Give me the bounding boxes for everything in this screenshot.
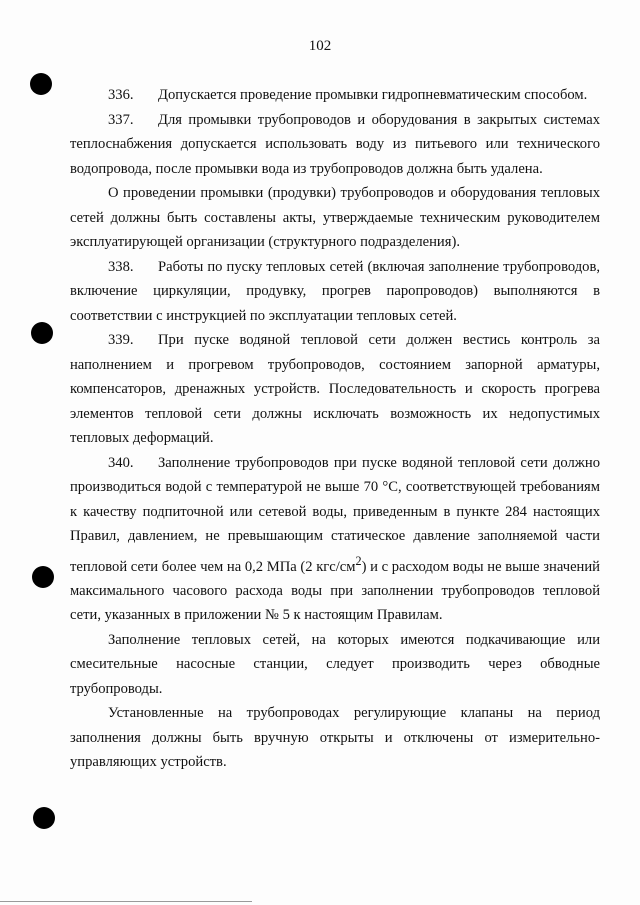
clause-number: 340. <box>108 454 134 471</box>
document-body <box>70 83 600 775</box>
paragraph-340-pumping <box>70 628 600 702</box>
paragraph-338 <box>70 255 600 329</box>
clause-text: О проведении промывки (продувки) трубопроводов и оборудования тепловых сетей должны быть составлены акты, утверждаемые техническим руководителем эксплуатирующей организации (структурного подразделения). <box>70 185 600 250</box>
clause-text: Работы по пуску тепловых сетей (включая заполнение трубопроводов, включение циркуляции, продувку, прогрев паропроводов) выполняются в соответствии с инструкцией по эксплуатации тепловых сетей. <box>70 258 600 324</box>
clause-text: Допускается проведение промывки гидропневматическим способом. <box>158 87 588 103</box>
punch-hole <box>30 73 52 95</box>
clause-text: Заполнение тепловых сетей, на которых имеются подкачивающие или смесительные насосные станции, следует производить через обводные трубопроводы. <box>70 631 600 697</box>
clause-number: 337. <box>108 111 134 128</box>
clause-text: Установленные на трубопроводах регулирующие клапаны на период заполнения должны быть вручную открыты и отключены от измерительно-управляющих устройств. <box>70 705 600 771</box>
clause-number: 339. <box>108 332 134 348</box>
paragraph-337 <box>70 108 600 182</box>
superscript: 2 <box>355 553 362 568</box>
paragraph-340-valves <box>70 701 600 775</box>
page-number: 102 <box>308 38 332 54</box>
paragraph-337-acts <box>70 181 600 255</box>
paragraph-336 <box>70 83 600 108</box>
clause-number: 338. <box>108 258 134 275</box>
clause-text: ) и с расходом воды не выше значений максимального часового расхода воды при заполнении трубопроводов тепловой сети, указанных в приложении № 5 к настоящим Правилам. <box>70 558 600 624</box>
paragraph-340 <box>70 451 600 628</box>
punch-hole <box>33 807 55 829</box>
clause-text: Заполнение трубопроводов при пуске водяной тепловой сети должно производиться водой с температурой не выше 70 °С, соответствующей требованиям к качеству подпиточной или сетевой воды, приведенным в пункте 284 настоящих Правил, давлением, не превышающим статическое давление заполняемой части тепловой сети более чем на 0,2 МПа (2 кгс/см <box>70 454 600 575</box>
scan-edge-line <box>0 901 252 902</box>
clause-text: Для промывки трубопроводов и оборудования в закрытых системах теплоснабжения допускается использовать воду из питьевого или технического водопровода, после промывки вода из трубопроводов должна быть удалена. <box>70 111 600 177</box>
punch-hole <box>31 322 53 344</box>
paragraph-339 <box>70 328 600 451</box>
clause-text: При пуске водяной тепловой сети должен вестись контроль за наполнением и прогревом трубопроводов, состоянием запорной арматуры, компенсаторов, дренажных устройств. Последовательность и скорость прогрева элементов тепловой сети должны исключать возможность их недопустимых тепловых деформаций. <box>70 332 600 446</box>
punch-hole <box>32 566 54 588</box>
clause-number: 336. <box>108 87 134 103</box>
